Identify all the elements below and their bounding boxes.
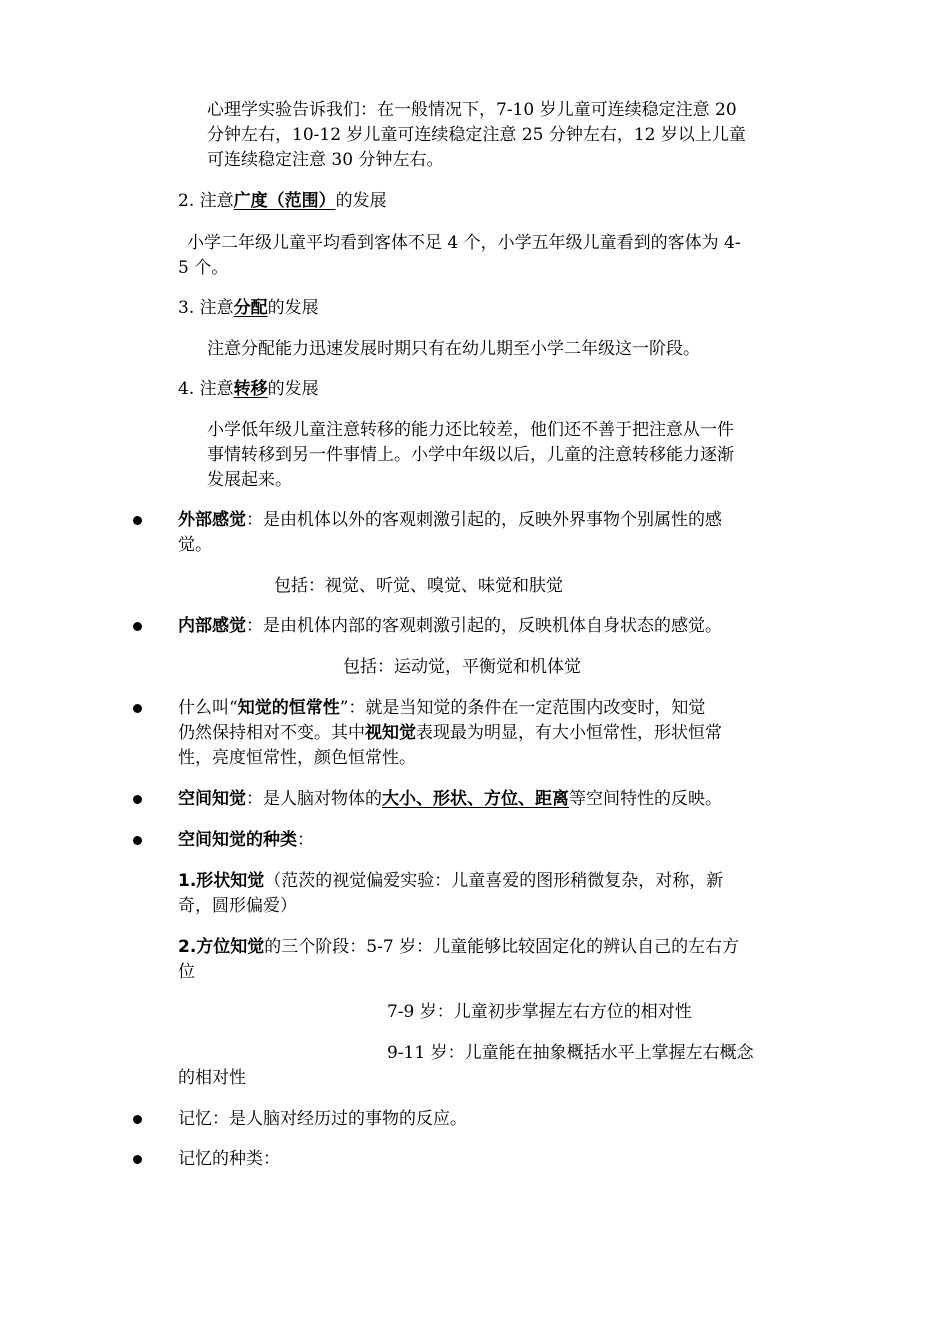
heading-attention-shift: 4. 注意转移的发展 [178, 379, 319, 399]
perceptual-constancy-item: 什么叫“知觉的恒常性”：就是当知觉的条件在一定范围内改变时，知觉 仍然保持相对不变。其中视知觉表现最为明显，有大小恒常性，形状恒常 性，亮度恒常性，颜色恒常性。 [178, 698, 722, 768]
attention-distribution-paragraph: 注意分配能力迅速发展时期只有在幼儿期至小学二年级这一阶段。 [207, 339, 700, 359]
external-sensation-item: 外部感觉：是由机体以外的客观刺激引起的，反映外界事物个别属性的感 觉。 [178, 510, 722, 555]
bullet-icon [133, 836, 142, 845]
space-perception-item: 空间知觉：是人脑对物体的大小、形状、方位、距离等空间特性的反映。 [178, 789, 722, 809]
heading-attention-distribution: 3. 注意分配的发展 [178, 298, 319, 318]
internal-sensation-includes: 包括：运动觉，平衡觉和机体觉 [343, 657, 581, 677]
orientation-stage-2: 7-9 岁：儿童初步掌握左右方位的相对性 [387, 1002, 692, 1022]
bullet-icon [133, 622, 142, 631]
bullet-icon [133, 516, 142, 525]
memory-types-item: 记忆的种类： [178, 1149, 280, 1169]
space-perception-types-heading: 空间知觉的种类： [178, 830, 314, 850]
heading-attention-span: 2. 注意广度（范围）的发展 [178, 191, 387, 211]
memory-definition-item: 记忆：是人脑对经历过的事物的反应。 [178, 1109, 467, 1129]
bullet-icon [133, 1115, 142, 1124]
bullet-icon [133, 1155, 142, 1164]
bullet-icon [133, 704, 142, 713]
shape-perception-paragraph: 1.形状知觉（范茨的视觉偏爱实验：儿童喜爱的图形稍微复杂，对称，新 奇，圆形偏爱） [178, 871, 724, 916]
attention-shift-paragraph: 小学低年级儿童注意转移的能力还比较差，他们还不善于把注意从一件 事情转移到另一件事情上。小学中年级以后，儿童的注意转移能力逐渐 发展起来。 [207, 420, 734, 490]
bullet-icon [133, 795, 142, 804]
external-sensation-includes: 包括：视觉、听觉、嗅觉、味觉和肤觉 [274, 576, 563, 596]
attention-span-paragraph: 小学二年级儿童平均看到客体不足 4 个，小学五年级儿童看到的客体为 4- 5 个。 [178, 233, 741, 278]
orientation-stage-3-cont: 的相对性 [178, 1068, 246, 1088]
orientation-stage-3: 9-11 岁：儿童能在抽象概括水平上掌握左右概念 [387, 1043, 754, 1063]
internal-sensation-item: 内部感觉：是由机体内部的客观刺激引起的，反映机体自身状态的感觉。 [178, 616, 722, 636]
orientation-perception-paragraph: 2.方位知觉的三个阶段：5-7 岁：儿童能够比较固定化的辨认自己的左右方 位 [178, 937, 740, 982]
intro-paragraph: 心理学实验告诉我们：在一般情况下，7-10 岁儿童可连续稳定注意 20 分钟左右，10-12 岁儿童可连续稳定注意 25 分钟左右，12 岁以上儿童 可连续稳定注意 30 分钟左右。 [207, 100, 746, 170]
